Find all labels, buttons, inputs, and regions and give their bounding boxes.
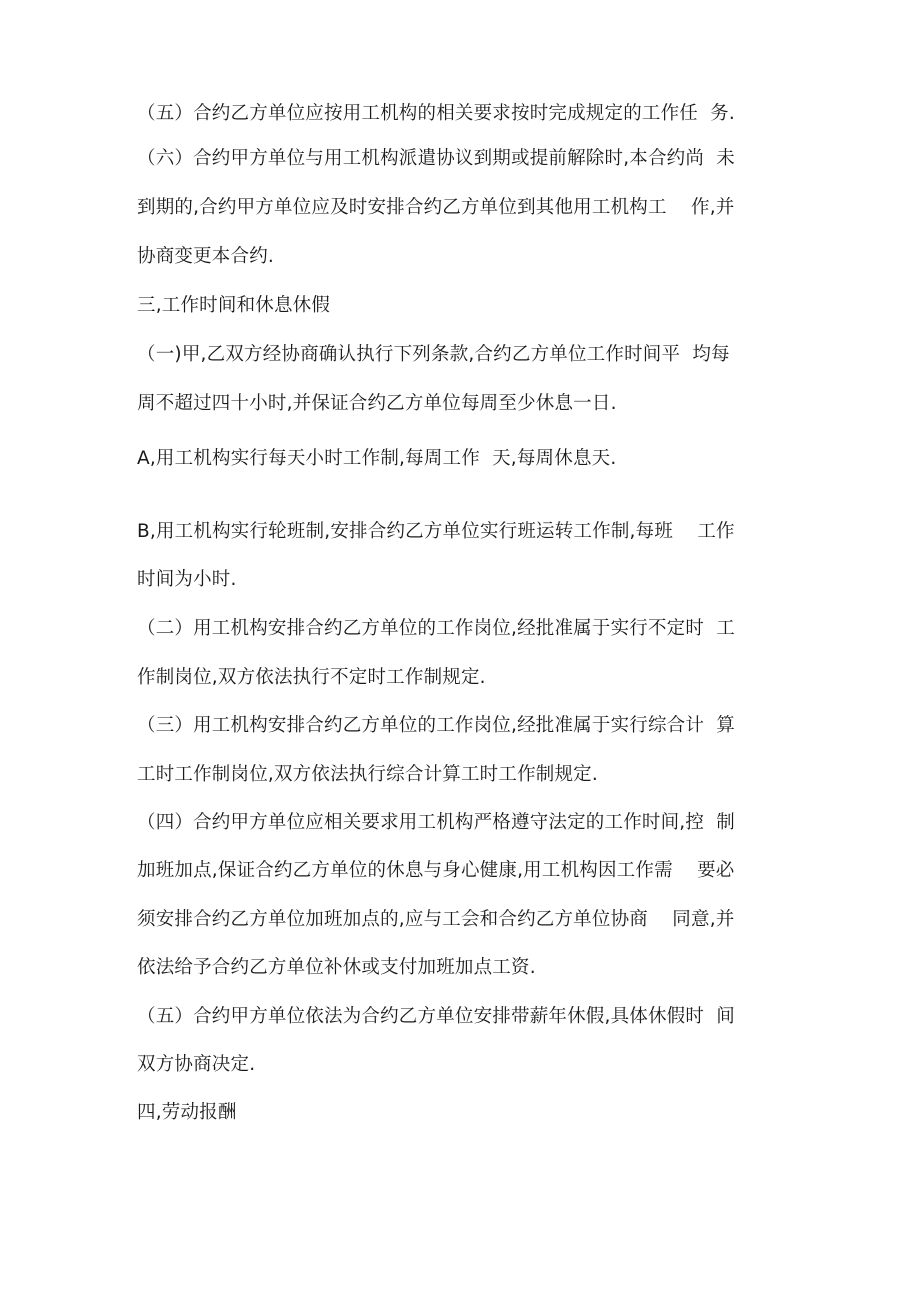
text-line: A,用工机构实行每天小时工作制,每周工作 天,每周休息天. xyxy=(137,448,617,469)
text-line: （二）用工机构安排合约乙方单位的工作岗位,经批准属于实行不定时 工 xyxy=(137,618,735,639)
section-heading: 三,工作时间和休息休假 xyxy=(137,295,331,316)
text-line: 周不超过四十小时,并保证合约乙方单位每周至少休息一日. xyxy=(137,393,617,414)
text-line: 到期的,合约甲方单位应及时安排合约乙方单位到其他用工机构工 作,并 xyxy=(137,197,735,218)
text-line: （六）合约甲方单位与用工机构派遣协议到期或提前解除时,本合约尚 未 xyxy=(137,148,735,169)
section-heading: 四,劳动报酬 xyxy=(137,1102,237,1123)
text-line: 须安排合约乙方单位加班加点的,应与工会和合约乙方单位协商 同意,并 xyxy=(137,909,735,930)
text-line: （五）合约甲方单位依法为合约乙方单位安排带薪年休假,具体休假时 间 xyxy=(137,1006,735,1027)
text-line: 加班加点,保证合约乙方单位的休息与身心健康,用工机构因工作需 要必 xyxy=(137,860,735,881)
text-line: （四）合约甲方单位应相关要求用工机构严格遵守法定的工作时间,控 制 xyxy=(137,812,735,833)
text-line: （一)甲,乙双方经协商确认执行下列条款,合约乙方单位工作时间平 均每 xyxy=(137,344,730,365)
text-line: 依法给予合约乙方单位补休或支付加班加点工资. xyxy=(137,957,536,978)
text-line: 作制岗位,双方依法执行不定时工作制规定. xyxy=(137,667,486,688)
text-line: B,用工机构实行轮班制,安排合约乙方单位实行班运转工作制,每班 工作 xyxy=(137,521,735,542)
text-line: 双方协商决定. xyxy=(137,1054,256,1075)
text-line: （五）合约乙方单位应按用工机构的相关要求按时完成规定的工作任 务. xyxy=(137,103,735,124)
text-line: 时间为小时. xyxy=(137,569,237,590)
text-line: 协商变更本合约. xyxy=(137,246,274,267)
text-line: 工时工作制岗位,双方依法执行综合计算工时工作制规定. xyxy=(137,764,598,785)
text-line: （三）用工机构安排合约乙方单位的工作岗位,经批准属于实行综合计 算 xyxy=(137,715,735,736)
